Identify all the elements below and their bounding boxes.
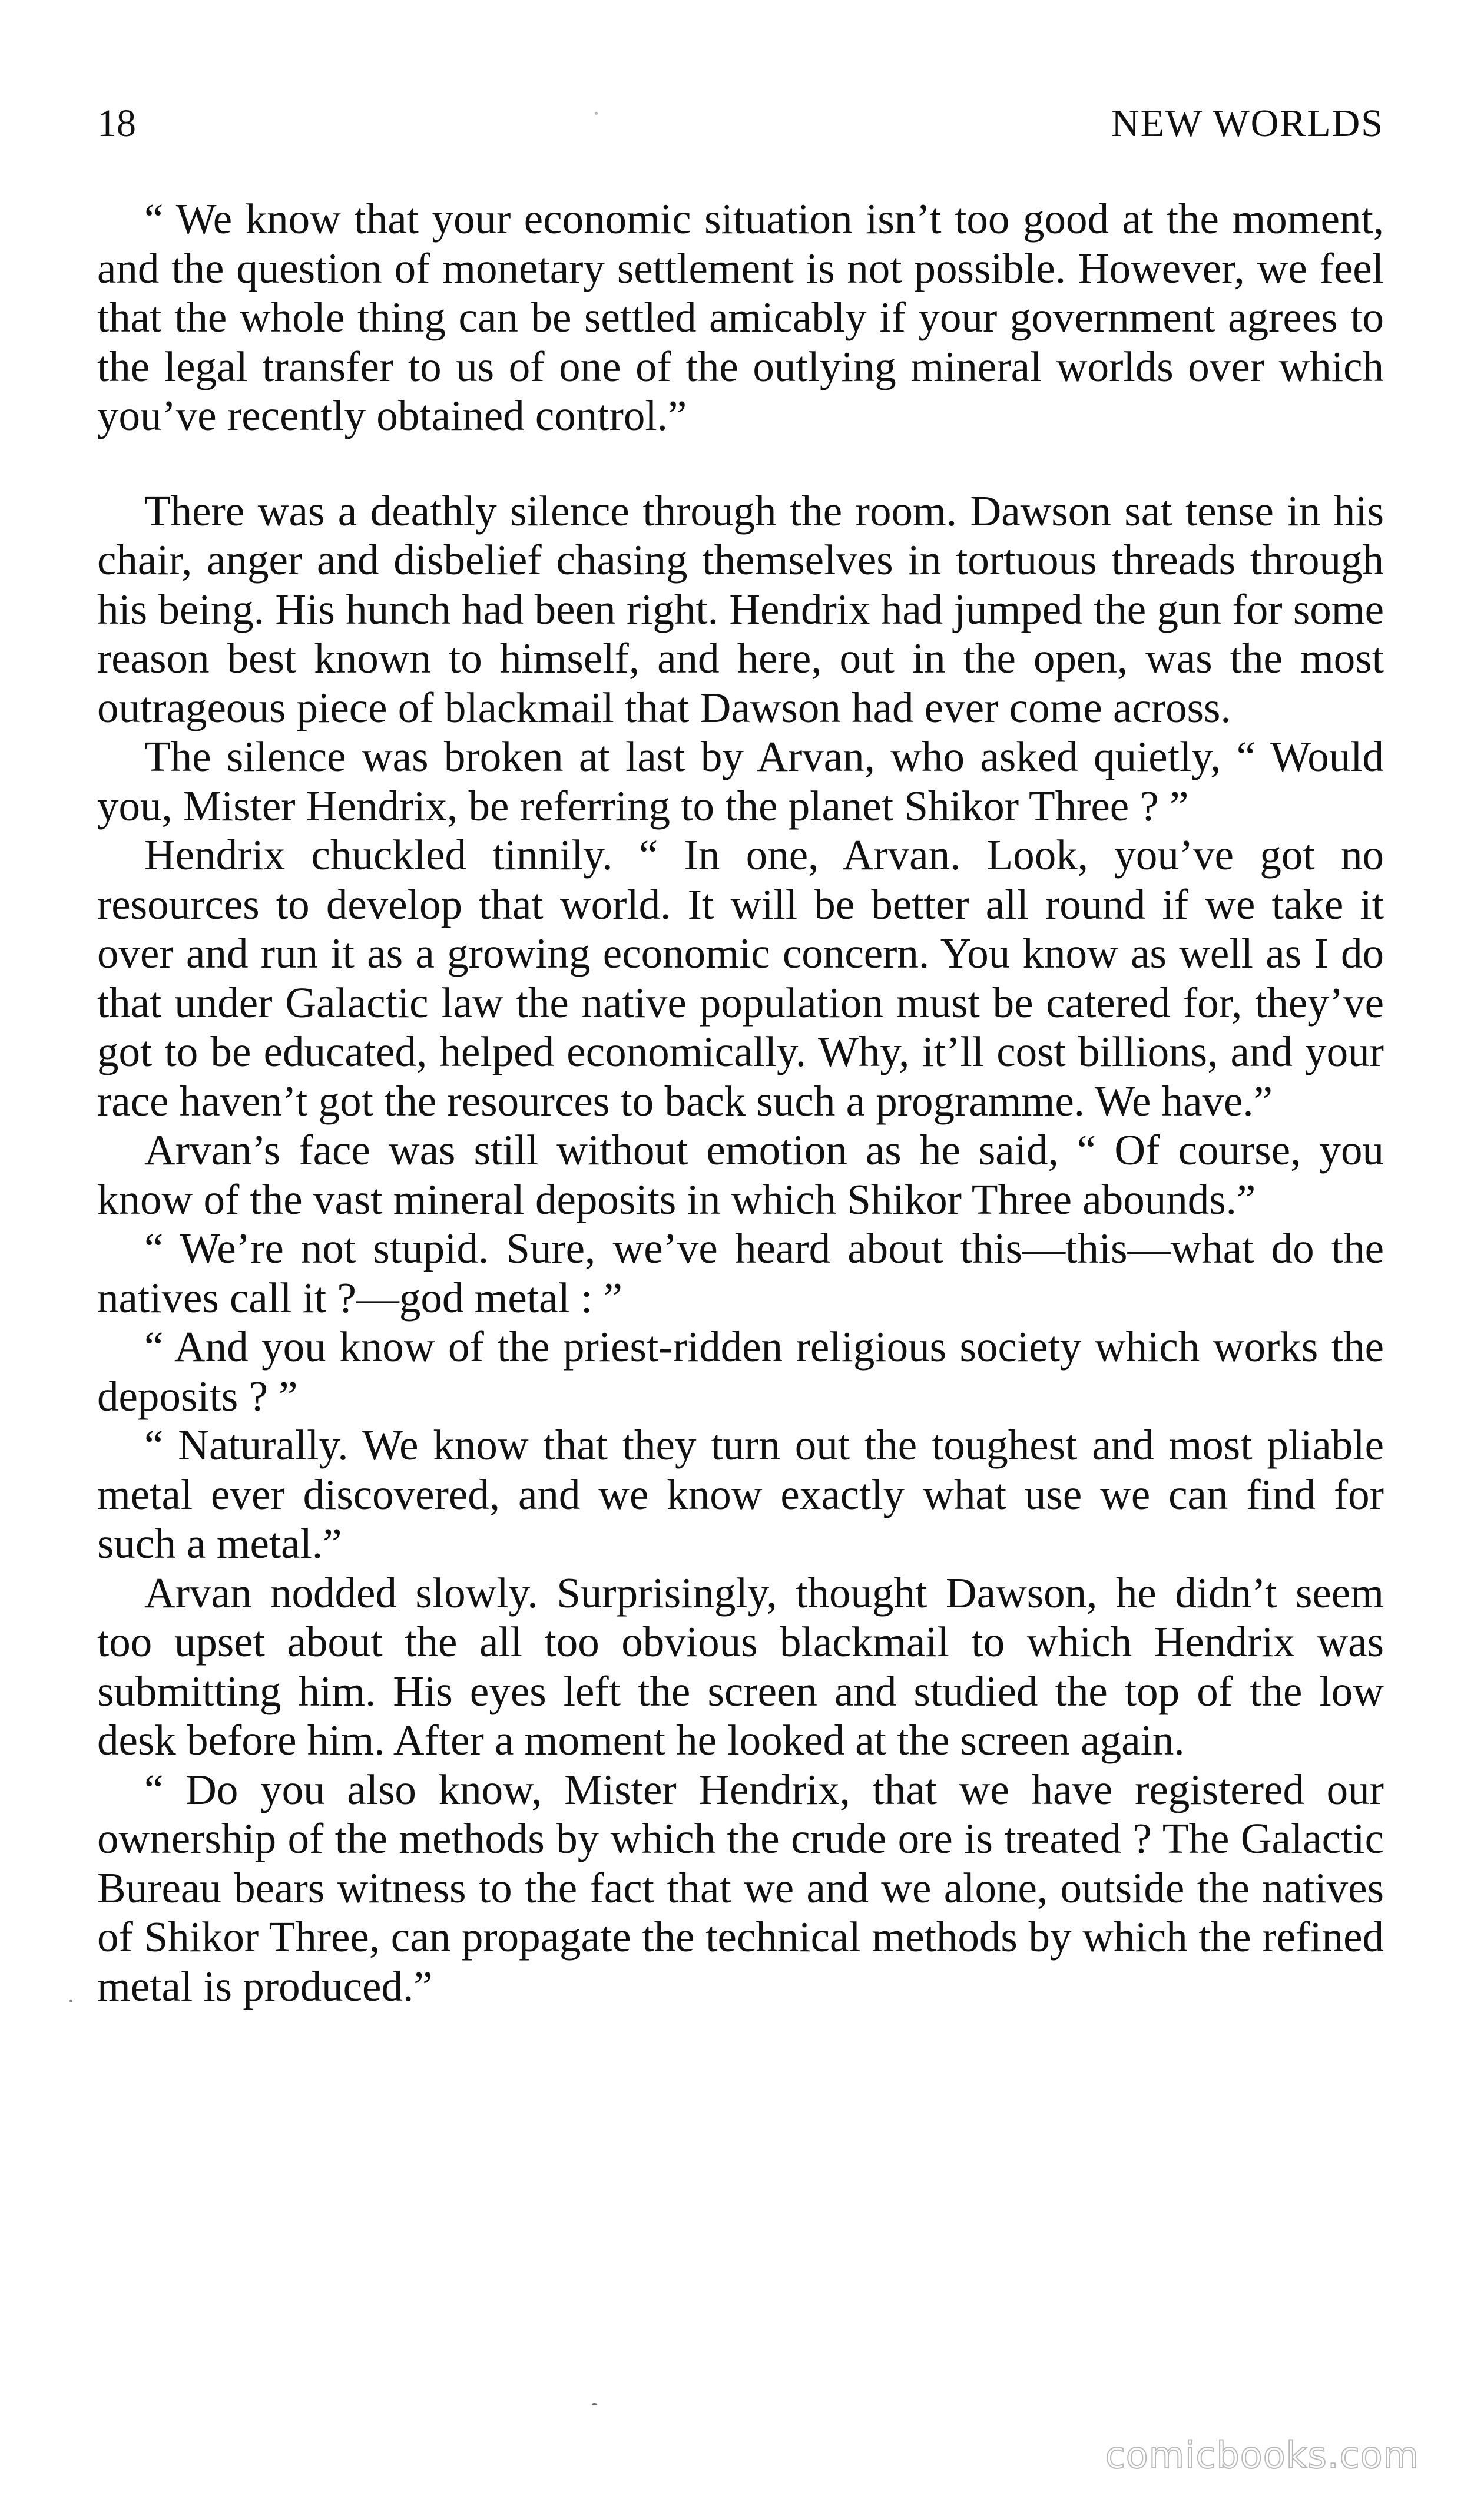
paragraph: Arvan nodded slowly. Surprisingly, thought Dawson, he didn’t seem too upset about the all too obvious blackmail to which Hendrix was submitting him. His eyes left the screen and studied the top of the low desk before him. After a moment he looked at the screen again. — [97, 1568, 1384, 1764]
paragraph: There was a deathly silence through the room. Dawson sat tense in his chair, anger and disbelief chasing themselves in tortuous threads through his being. His hunch had been right. Hendrix had jumped the gun for some reason best known to himself, and here, out in the open, was the most outrageous piece of blackmail that Dawson had ever come across. — [97, 486, 1384, 731]
page-number: 18 — [97, 102, 136, 145]
print-speck — [595, 112, 598, 115]
paragraph: Hendrix chuckled tinnily. “ In one, Arvan. Look, you’ve got no resources to develop that world. It will be better all round if we take it over and run it as a growing economic concern. You know as well as I do that under Galactic law the native population must be catered for, they’ve got to be educated, helped economically. Why, it’ll cost billions, and your race haven’t got the resources to back such a programme. We have.” — [97, 831, 1384, 1125]
paragraph: “ We know that your economic situation isn’t too good at the moment, and the question of monetary settlement is not possible. However, we feel that the whole thing can be settled amicably if your government agrees to the legal transfer to us of one of the outlying mineral worlds over which you’ve recently obtained control.” — [97, 195, 1384, 439]
site-watermark: comicbooks.com — [1105, 2434, 1419, 2477]
paragraph: “ Do you also know, Mister Hendrix, that we have registered our ownership of the methods by which the crude ore is treated ? The Galactic Bureau bears witness to the fact that we and we alone, outside the natives of Shikor Three, can propagate the technical methods by which the refined metal is produced.” — [97, 1765, 1384, 2010]
paragraph: “ And you know of the priest-ridden religious society which works the deposits ? ” — [97, 1323, 1384, 1420]
paragraph: “ Naturally. We know that they turn out the toughest and most pliable metal ever discovered, and we know exactly what use we can find for such a metal.” — [97, 1421, 1384, 1567]
paragraph: “ We’re not stupid. Sure, we’ve heard about this—this—what do the natives call it ?—god metal : ” — [97, 1224, 1384, 1322]
paragraph: Arvan’s face was still without emotion as he said, “ Of course, you know of the vast mineral deposits in which Shikor Three abounds.” — [97, 1126, 1384, 1223]
page-header — [97, 100, 1384, 147]
running-head: NEW WORLDS — [1111, 102, 1384, 145]
paragraph: The silence was broken at last by Arvan, who asked quietly, “ Would you, Mister Hendrix, be referring to the planet Shikor Three ? ” — [97, 733, 1384, 830]
print-speck — [69, 2000, 72, 2002]
print-speck — [592, 2403, 597, 2405]
body-text — [97, 194, 1384, 2011]
